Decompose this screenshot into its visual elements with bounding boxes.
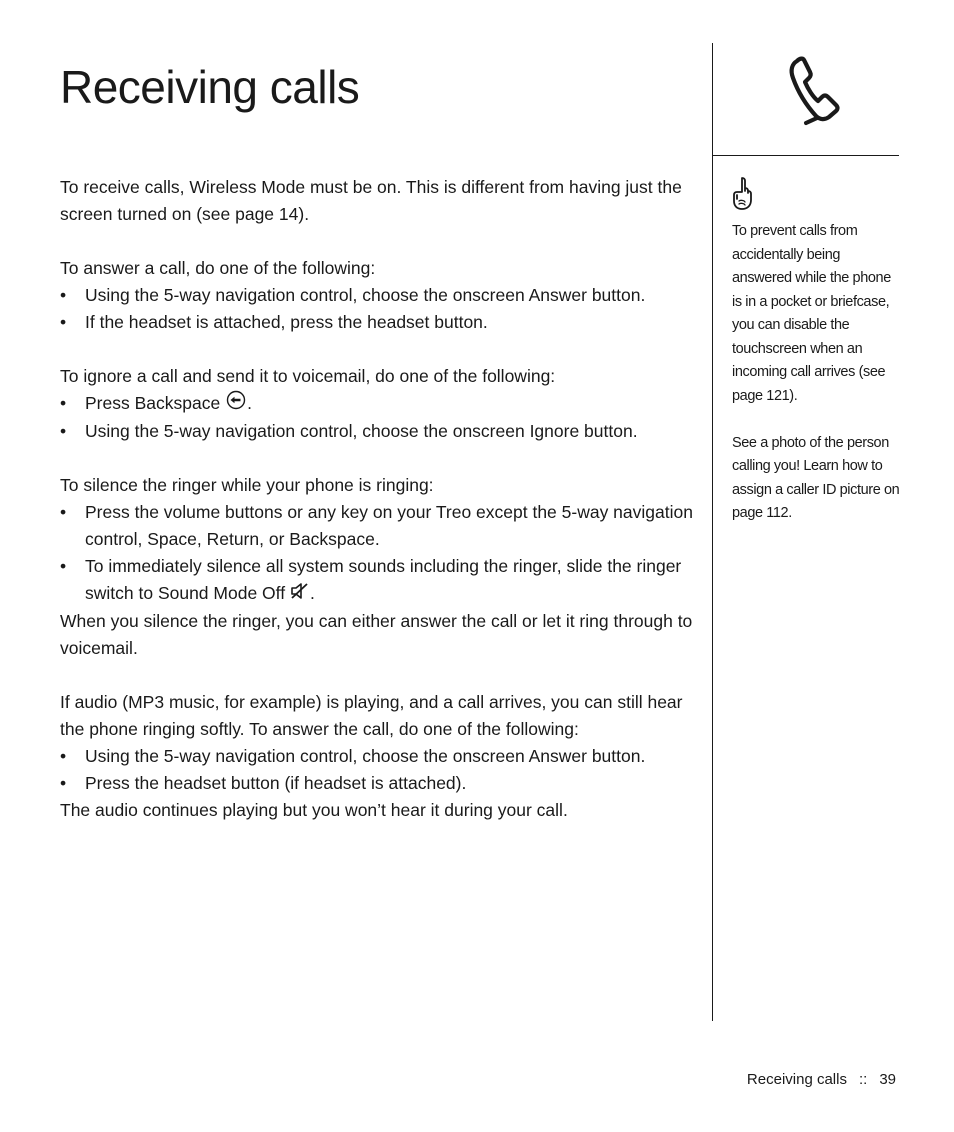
ignore-list — [60, 390, 700, 445]
list-item-text: To immediately silence all system sounds including the ringer, slide the ringer switch to Sound Mode Off — [85, 556, 682, 604]
main-content — [60, 174, 700, 824]
list-item-end: . — [309, 583, 315, 604]
list-item: • Press the volume buttons or any key on your Treo except the 5-way navigation control, Space, Return, or Backspace. — [60, 499, 700, 553]
answer-list — [60, 282, 700, 336]
page-footer — [747, 1071, 896, 1088]
sidebar-divider-horizontal — [712, 155, 899, 156]
silence-after: When you silence the ringer, you can either answer the call or let it ring through to voicemail. — [60, 611, 693, 659]
list-item: • If the headset is attached, press the headset button. — [60, 309, 700, 336]
list-item-text: Press Backspace — [85, 393, 221, 413]
page-number: 39 — [879, 1071, 896, 1088]
ignore-lead: To ignore a call and send it to voicemail, do one of the following: — [60, 366, 556, 386]
footer-separator: :: — [858, 1071, 868, 1088]
list-item: • Using the 5-way navigation control, choose the onscreen Ignore button. — [60, 418, 700, 445]
list-item: • Press the headset button (if headset is attached). — [60, 770, 700, 797]
list-item — [60, 390, 700, 418]
sidebar-divider-vertical — [712, 43, 713, 1021]
sidebar-tip: See a photo of the person calling you! Learn how to assign a caller ID picture on page 112. — [732, 434, 900, 521]
backspace-key-icon — [225, 390, 247, 418]
sound-mode-off-icon — [290, 581, 310, 608]
answer-lead: To answer a call, do one of the following: — [60, 258, 376, 278]
pointing-finger-icon — [731, 176, 755, 217]
sidebar-tip: To prevent calls from accidentally being answered while the phone is in a pocket or briefcase, you can disable the touchscreen when an incoming call arrives (see page 121). — [732, 223, 891, 404]
audio-lead: If audio (MP3 music, for example) is playing, and a call arrives, you can still hear the phone ringing softly. To answer the call, do one of the following: — [60, 692, 683, 740]
phone-handset-icon — [783, 52, 843, 137]
list-item: • Using the 5-way navigation control, choose the onscreen Answer button. — [60, 282, 700, 309]
audio-list — [60, 743, 700, 797]
list-item — [60, 553, 700, 608]
silence-lead: To silence the ringer while your phone is ringing: — [60, 475, 434, 496]
intro-paragraph: To receive calls, Wireless Mode must be on. This is different from having just the screen turned on (see page 14). — [60, 177, 682, 224]
page-title: Receiving calls — [60, 61, 360, 113]
list-item-end: . — [247, 393, 252, 413]
footer-section: Receiving calls — [746, 1071, 847, 1088]
sidebar-tips — [732, 220, 902, 526]
list-item: • Using the 5-way navigation control, choose the onscreen Answer button. — [60, 743, 700, 770]
audio-after: The audio continues playing but you won’t hear it during your call. — [60, 800, 568, 821]
silence-list — [60, 499, 700, 608]
